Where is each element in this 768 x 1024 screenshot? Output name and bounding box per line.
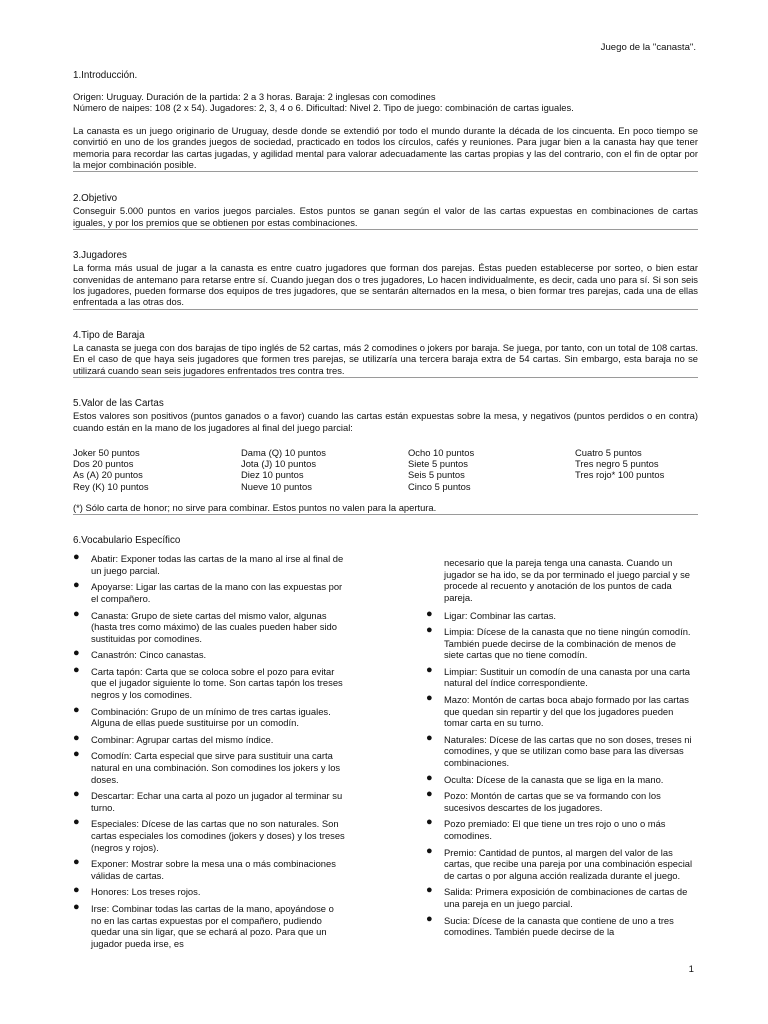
section-heading: 2.Objetivo [73, 193, 118, 205]
bullet-icon: ● [426, 816, 433, 829]
bullet-icon: ● [426, 844, 433, 857]
vocabulary-entry: Premio: Cantidad de puntos, al margen del valor de las cartas, que recibe una pareja por una combinación especial de cartas o por alguna acción realizada durante el juego. [444, 846, 693, 881]
vocabulary-entry: Pozo premiado: El que tiene un tres rojo o uno o más comodines. [444, 818, 666, 841]
card-value: As (A) 20 puntos [73, 469, 143, 481]
card-value: Ocho 10 puntos [408, 446, 475, 458]
list-item [73, 858, 345, 881]
vocabulary-entry: Especiales: Dícese de las cartas que no son naturales. Son cartas especiales los comodines (jokers y doses) y los treses (negros y rojos). [91, 818, 345, 853]
bullet-icon: ● [73, 856, 80, 869]
bullet-icon: ● [73, 731, 80, 744]
intro-paragraph: La canasta es un juego originario de Uruguay, desde donde se extendió por todo el mundo durante la década de los cincuenta. En poco tiempo se convirtió en uno de los grandes juegos de sociedad, practicado en todos los círculos, cafés y reuniones. Para jugar bien a la canasta hay que tener memoria para recordar las cartas jugadas, y agilidad mental para valorar adecuadamente las cartas propias y las del contrario, con el fin de optar por la mejor combinación posible. [73, 124, 698, 171]
list-item [426, 694, 698, 729]
vocabulary-entry: Naturales: Dícese de las cartas que no son doses, treses ni comodines, y que se utilizan como base para las diversas combinaciones. [444, 733, 692, 769]
section-heading: 6.Vocabulario Específico [73, 535, 181, 547]
list-item [426, 886, 698, 909]
list-item [426, 818, 698, 841]
bullet-icon: ● [426, 731, 433, 744]
card-value: Cuatro 5 puntos [575, 446, 642, 458]
bullet-icon: ● [426, 607, 433, 620]
vocabulary-entry: Comodín: Carta especial que sirve para sustituir una carta natural en una combinación. Son comodines los jokers y los doses. [91, 750, 341, 785]
card-values-column [241, 447, 408, 492]
bullet-icon: ● [426, 692, 433, 705]
list-item [426, 771, 698, 786]
list-item [426, 731, 698, 769]
card-value: Tres rojo* 100 puntos [575, 469, 665, 481]
section-baraja [73, 330, 698, 378]
list-item [426, 663, 698, 689]
vocabulary-entry: Carta tapón: Carta que se coloca sobre el pozo para evitar que el jugador siguiente lo tome. Son cartas tapón los treses negros y los comodines. [91, 665, 343, 701]
bullet-icon: ● [426, 624, 433, 637]
vocabulary-entry: Ligar: Combinar las cartas. [444, 609, 557, 621]
bullet-icon: ● [73, 579, 80, 592]
vocabulary-entry: Limpia: Dícese de la canasta que no tiene ningún comodín. También puede decirse de la combinación de menos de siete cartas que no tiene comodín. [444, 626, 691, 661]
section-objetivo [73, 193, 698, 230]
vocabulary-entry: Pozo: Montón de cartas que se va formando con los sucesivos descartes de los jugadores. [444, 790, 661, 813]
list-item [426, 912, 698, 938]
page-number: 1 [688, 964, 694, 975]
vocabulary-entry: Mazo: Montón de cartas boca abajo formado por las cartas que quedan sin repartir y del que los jugadores pueden tomar carta en su turno. [444, 694, 689, 729]
bullet-icon: ● [426, 771, 433, 784]
list-item [426, 607, 698, 622]
list-item [73, 886, 345, 898]
list-item [73, 703, 345, 729]
vocabulary-entry: Limpiar: Sustituir un comodín de una canasta por una carta natural del índice correspondiente. [444, 665, 690, 689]
vocabulary-columns [73, 553, 698, 954]
list-item [73, 790, 345, 813]
card-value: Nueve 10 puntos [241, 480, 312, 492]
vocabulary-entry: Exponer: Mostrar sobre la mesa una o más combinaciones válidas de cartas. [91, 858, 336, 881]
list-item [73, 663, 345, 701]
card-value: Diez 10 puntos [241, 469, 304, 481]
card-values-table [73, 447, 698, 492]
list-item [73, 900, 345, 949]
vocabulary-entry: Honores: Los treses rojos. [91, 886, 201, 898]
vocabulary-list [426, 607, 698, 938]
section-heading: 5.Valor de las Cartas [73, 398, 164, 410]
section-heading: 3.Jugadores [73, 250, 127, 262]
vocabulary-entry: Abatir: Exponer todas las cartas de la mano al irse al final de un juego parcial. [91, 553, 344, 576]
bullet-icon: ● [426, 788, 433, 801]
bullet-icon: ● [73, 816, 80, 829]
section-heading: 1.Introducción. [73, 70, 138, 81]
baraja-paragraph: La canasta se juega con dos barajas de tipo inglés de 52 cartas, más 2 comodines o jokers por baraja. Se juega, por tanto, con un total de 108 cartas. En el caso de que haya seis jugadores que formen tres parejas, se utilizaría una tercera baraja extra de 54 cartas. Sin embargo, esta baraja no se utilizará cuando sean seis jugadores enfrentados tres contra tres. [73, 341, 698, 376]
list-item [73, 750, 345, 785]
bullet-icon: ● [73, 647, 80, 660]
section-intro [73, 70, 698, 172]
card-value: Siete 5 puntos [408, 458, 468, 470]
list-item [73, 649, 345, 661]
list-item [73, 731, 345, 746]
bullet-icon: ● [73, 663, 80, 676]
card-values-column [73, 447, 241, 492]
card-value: Seis 5 puntos [408, 469, 465, 481]
bullet-icon: ● [73, 900, 80, 913]
intro-line-1: Origen: Uruguay. Duración de la partida: 2 a 3 horas. Baraja: 2 inglesas con comodines [73, 91, 436, 102]
card-value: Jota (J) 10 puntos [241, 458, 317, 470]
vocabulary-entry: Sucia: Dícese de la canasta que contiene de uno a tres comodines. También puede decirse de la [444, 914, 674, 938]
vocabulary-entry: Descartar: Echar una carta al pozo un jugador al terminar su turno. [91, 790, 343, 813]
section-vocabulario [73, 535, 698, 954]
card-value: Dos 20 puntos [73, 458, 134, 470]
bullet-icon: ● [73, 703, 80, 716]
valor-paragraph: Estos valores son positivos (puntos ganados o a favor) cuando las cartas están expuestas sobre la mesa, y negativos (puntos perdidos o en contra) cuando están en la mano de los jugadores al final del juego parcial: [73, 410, 698, 433]
jugadores-paragraph: La forma más usual de jugar a la canasta es entre cuatro jugadores que forman dos parejas. Éstas pueden establecerse por sorteo, o bien estar convenidas de antemano para retarse entre sí. Cuando juegan dos o tres jugadores, Lo hacen individualmente, es decir, cada uno para sí. Si son seis los jugadores, pueden formarse dos equipos de tres jugadores, que se sentarán alternados en la mesa, o bien formar tres parejas, cada una de ellas enfrentada a las otras dos. [73, 262, 698, 308]
document-body [73, 70, 698, 954]
bullet-icon: ● [426, 912, 433, 925]
card-value: Cinco 5 puntos [408, 480, 471, 492]
vocabulary-list [73, 553, 345, 949]
bullet-icon: ● [73, 788, 80, 801]
bullet-icon: ● [426, 663, 433, 676]
card-value: Dama (Q) 10 puntos [241, 446, 326, 458]
intro-line-2: Número de naipes: 108 (2 x 54). Jugadores: 2, 3, 4 o 6. Dificultad: Nivel 2. Tipo de juego: combinación de cartas iguales. [73, 102, 574, 114]
vocabulary-entry: Salida: Primera exposición de combinaciones de cartas de una pareja en un juego parcial. [444, 886, 688, 909]
list-item [426, 626, 698, 661]
valor-note: (*) Sólo carta de honor; no sirve para combinar. Estos puntos no valen para la apertura. [73, 501, 437, 513]
vocabulary-entry: Oculta: Dícese de la canasta que se liga en la mano. [444, 773, 664, 785]
vocabulary-continuation: necesario que la pareja tenga una canasta. Cuando un jugador se ha ido, se da por terminado el juego parcial y se procede al recuento y anotación de los puntos de cada pareja. [444, 557, 690, 603]
bullet-icon: ● [73, 607, 80, 620]
objetivo-paragraph: Conseguir 5.000 puntos en varios juegos parciales. Estos puntos se ganan según el valor de las cartas expuestas en combinaciones de cartas iguales, y por los premios que se obtienen por estas combinaciones. [73, 205, 698, 228]
bullet-icon: ● [73, 551, 80, 564]
card-value: Joker 50 puntos [73, 446, 140, 458]
list-item [426, 844, 698, 882]
list-item [73, 553, 345, 576]
bullet-icon: ● [426, 884, 433, 897]
vocabulary-entry: Canasta: Grupo de siete cartas del mismo valor, algunas (hasta tres como máximo) de las cuales pueden haber sido sustituidas por comodines. [91, 609, 337, 644]
card-values-column [575, 447, 698, 492]
vocabulary-entry: Combinación: Grupo de un mínimo de tres cartas iguales. Alguna de ellas puede sustituirse por un comodín. [91, 705, 331, 729]
vocabulary-entry: Apoyarse: Ligar las cartas de la mano con las expuestas por el compañero. [91, 581, 343, 604]
section-heading: 4.Tipo de Baraja [73, 329, 145, 341]
vocabulary-right-column [426, 557, 698, 954]
list-item [73, 581, 345, 604]
section-jugadores [73, 250, 698, 310]
page-header: Juego de la "canasta". [600, 42, 696, 53]
list-item [426, 790, 698, 813]
vocabulary-entry: Canastrón: Cinco canastas. [91, 649, 207, 661]
section-valor [73, 398, 698, 515]
bullet-icon: ● [73, 748, 80, 761]
card-value: Rey (K) 10 puntos [73, 480, 149, 492]
list-item [73, 607, 345, 645]
vocabulary-entry: Irse: Combinar todas las cartas de la mano, apoyándose o no en las cartas expuestas por el compañero, pudiendo quedar una sin ligar, que se echará al pozo. Para que un jugador pueda irse, es [91, 902, 334, 949]
list-item [73, 818, 345, 853]
card-value: Tres negro 5 puntos [575, 458, 659, 470]
vocabulary-entry: Combinar: Agrupar cartas del mismo índice. [91, 733, 274, 745]
card-values-column [408, 447, 575, 492]
bullet-icon: ● [73, 884, 80, 897]
vocabulary-left-column [73, 553, 345, 954]
